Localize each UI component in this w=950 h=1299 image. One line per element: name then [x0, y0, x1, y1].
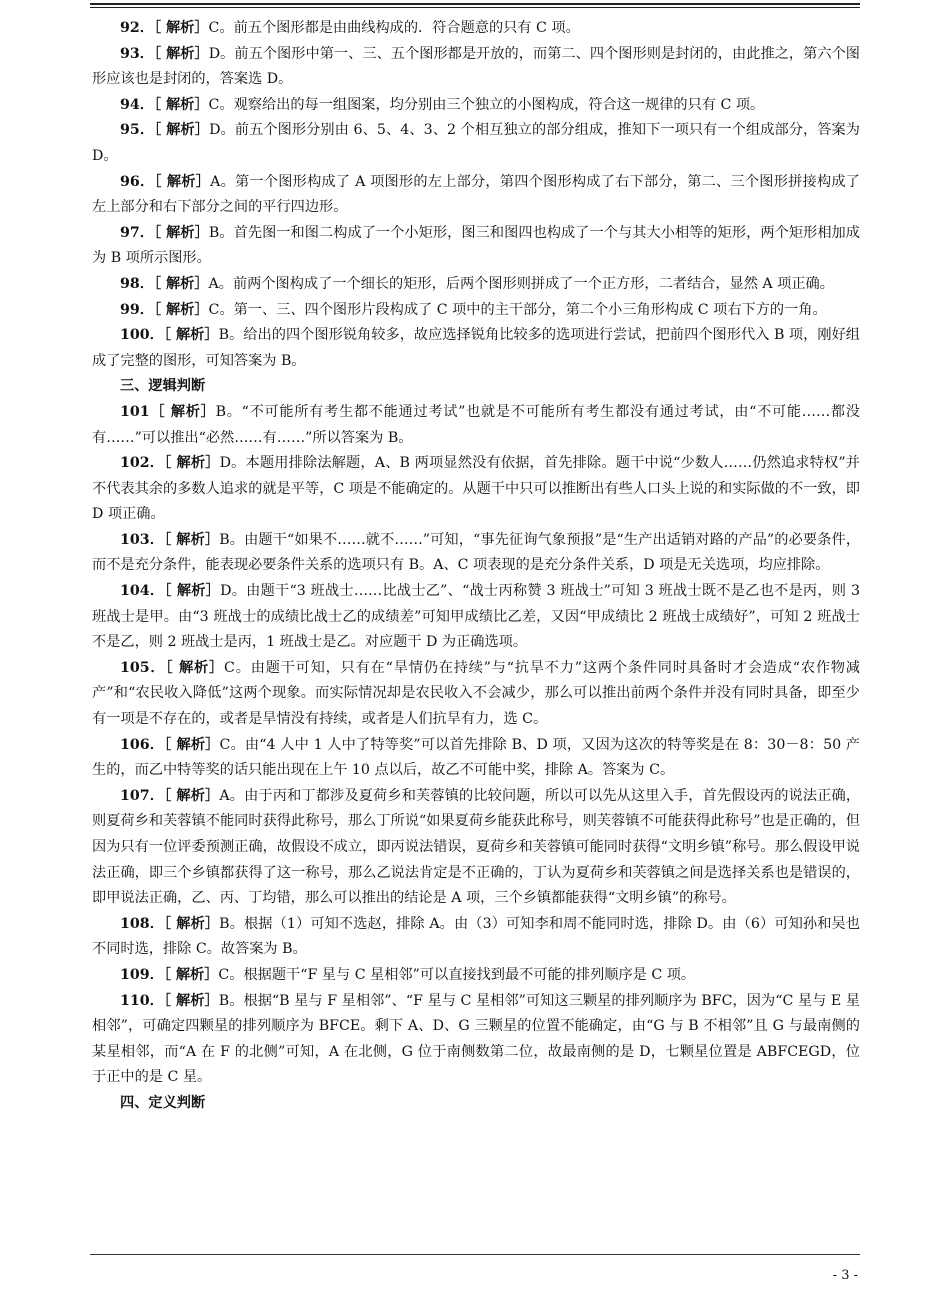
- answer-paragraph: 105．［ 解析］C。由题干可知，只有在“旱情仍在持续”与“抗旱不力”这两个条件同时具备时才会造成“农作物减产”和“农民收入降低”这两个现象。而实际情况却是农民收入不会减少，那么可以推出前两个条件并没有同时具备，即至少有一项是不存在的，或者是旱情没有持续，或者是人们抗旱有力，选 C。: [92, 659, 860, 728]
- header-rule-thin: [90, 7, 860, 8]
- page-number: - 3 -: [832, 1268, 858, 1283]
- answer-paragraph: 102．［ 解析］D。本题用排除法解题，A、B 两项显然没有依据，首先排除。题干中说“少数人……仍然追求特权”并不代表其余的多数人追求的就是平等，C 项是不能确定的。从题干中只可以推断出有些人口头上说的和实际做的不一致，即 D 项正确。: [92, 455, 860, 523]
- answer-paragraph: 98．［ 解析］A。前两个图构成了一个细长的矩形，后两个图形则拼成了一个正方形，二者结合，显然 A 项正确。: [120, 275, 834, 292]
- answer-paragraph: 108．［ 解析］B。根据（1）可知不选赵，排除 A。由（3）可知李和周不能同时选，排除 D。由（6）可知孙和吴也不同时选，排除 C。故答案为 B。: [92, 915, 860, 958]
- section-heading-logic: 三、逻辑判断: [120, 378, 206, 395]
- document-body: [92, 16, 860, 1117]
- answer-paragraph: 97．［ 解析］B。首先图一和图二构成了一个小矩形，图三和图四也构成了一个与其大小相等的矩形，两个矩形相加成为 B 项所示图形。: [92, 224, 860, 267]
- answer-paragraph: 92．［ 解析］C。前五个图形都是由曲线构成的．符合题意的只有 C 项。: [120, 20, 580, 36]
- answer-paragraph: 99．［ 解析］C。第一、三、四个图形片段构成了 C 项中的主干部分，第二个小三角形构成 C 项右下方的一角。: [120, 301, 827, 318]
- answer-paragraph: 109．［ 解析］C。根据题干“F 星与 C 星相邻”可以直接找到最不可能的排列顺序是 C 项。: [120, 966, 696, 983]
- header-rule-thick: [90, 3, 860, 5]
- answer-paragraph: 94．［ 解析］C。观察给出的每一组图案，均分别由三个独立的小图构成，符合这一规律的只有 C 项。: [120, 96, 765, 113]
- answer-paragraph: 107．［ 解析］A。由于丙和丁都涉及夏荷乡和芙蓉镇的比较问题，所以可以先从这里入手，首先假设丙的说法正确，则夏荷乡和芙蓉镇不能同时获得此称号，那么丁所说“如果夏荷乡能获此称号，则芙蓉镇不可能获得此称号”也是正确的，但因为只有一位评委预测正确，故假设不成立，即丙说法错误，夏荷乡和芙蓉镇可能同时获得“文明乡镇”称号。那么假设甲说法正确，即三个乡镇都获得了这一称号，那么乙说法肯定是不正确的，丁认为夏荷乡和芙蓉镇之间是选择关系也是错误的，即甲说法正确，乙、丙、丁均错，那么可以推出的结论是 A 项，三个乡镇都能获得“文明乡镇”的称号。: [92, 787, 861, 907]
- answer-paragraph: 96．［ 解析］A。第一个图形构成了 A 项图形的左上部分，第四个图形构成了右下部分，第二、三个图形拼接构成了左上部分和右下部分之间的平行四边形。: [92, 173, 860, 216]
- answer-paragraph: 93．［ 解析］D。前五个图形中第一、三、五个图形都是开放的，而第二、四个图形则是封闭的，由此推之，第六个图形应该也是封闭的，答案选 D。: [92, 45, 860, 88]
- answer-paragraph: 95．［ 解析］D。前五个图形分别由 6、5、4、3、2 个相互独立的部分组成，推知下一项只有一个组成部分，答案为 D。: [92, 122, 860, 164]
- answer-paragraph: 110．［ 解析］B。根据“B 星与 F 星相邻”、“F 星与 C 星相邻”可知这三颗星的排列顺序为 BFC，因为“C 星与 E 星相邻”，可确定四颗星的排列顺序为 BFCE。剩下 A、D、G 三颗星的位置不能确定，由“G 与 B 不相邻”且 G 与最南侧的某星相邻，而“A 在 F 的北侧”可知，A 在北侧，G 位于南侧数第二位，故最南侧的是 D，七颗星位置是 ABFCEGD，位于正中的是 C 星。: [92, 992, 860, 1086]
- answer-paragraph: 106．［ 解析］C。由“4 人中 1 人中了特等奖”可以首先排除 B、D 项，又因为这次的特等奖是在 8：30－8：50 产生的，而乙中特等奖的话只能出现在上午 10 点以后，故乙不可能中奖，排除 A。答案为 C。: [92, 736, 860, 779]
- footer-rule: [90, 1254, 860, 1255]
- answer-paragraph: 104．［ 解析］D。由题干“3 班战士……比战士乙”、“战士丙称赞 3 班战士”可知 3 班战士既不是乙也不是丙，则 3 班战士是甲。由“3 班战士的成绩比战士乙的成绩差”可知甲成绩比乙差，又因“甲成绩比 2 班战士成绩好”，可知 2 班战士不是乙，则 2 班战士是丙，1 班战士是乙。对应题干 D 为正确选项。: [92, 583, 860, 651]
- section-heading-definition: 四、定义判断: [120, 1094, 206, 1111]
- answer-paragraph: 101［ 解析］B。“不可能所有考生都不能通过考试”也就是不可能所有考生都没有通过考试，由“不可能……都没有……”可以推出“必然……有……”所以答案为 B。: [92, 403, 860, 446]
- answer-paragraph: 100．［ 解析］B。给出的四个图形锐角较多，故应选择锐角比较多的选项进行尝试，把前四个图形代入 B 项，刚好组成了完整的图形，可知答案为 B。: [92, 327, 860, 369]
- answer-paragraph: 103．［ 解析］B。由题干“如果不……就不……”可知，“事先征询气象预报”是“生产出适销对路的产品”的必要条件，而不是充分条件，能表现必要条件关系的选项只有 B。A、C 项表现的是充分条件关系，D 项是无关选项，均应排除。: [92, 531, 861, 574]
